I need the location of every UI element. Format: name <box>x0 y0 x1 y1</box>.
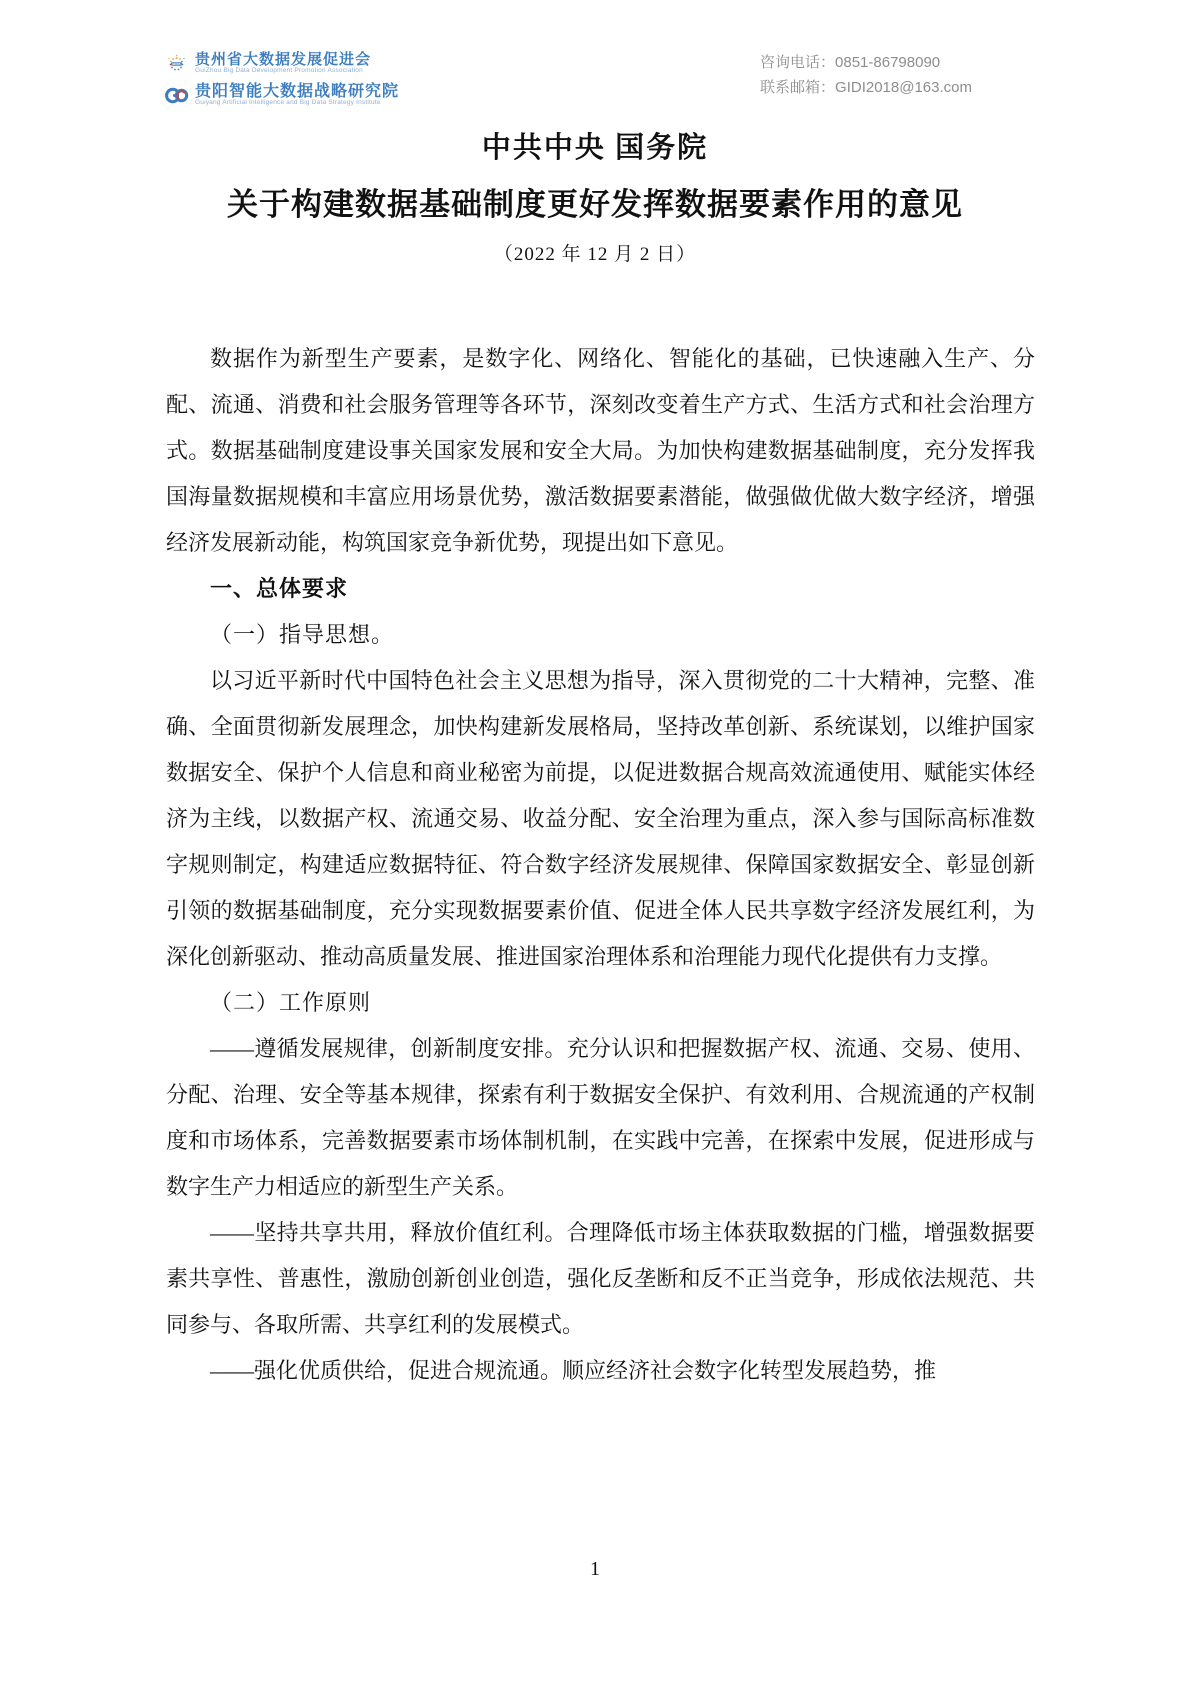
title-block <box>0 134 1190 264</box>
subsection-heading: （二）工作原则 <box>210 990 372 1015</box>
document-main-title: 关于构建数据基础制度更好发挥数据要素作用的意见 <box>227 187 963 222</box>
contact-email: 联系邮箱：GIDI2018@163.com <box>760 79 972 96</box>
institute-logo <box>163 82 399 109</box>
body-paragraph: 数据作为新型生产要素，是数字化、网络化、智能化的基础，已快速融入生产、分配、流通、消费和社会服务管理等各环节，深刻改变着生产方式、生活方式和社会治理方式。数据基础制度建设事关国家发展和安全大局。为加快构建数据基础制度，充分发挥我国海量数据规模和丰富应用场景优势，激活数据要素潜能，做强做优做大数字经济，增强经济发展新动能，构筑国家竞争新优势，现提出如下意见。 <box>166 346 1035 555</box>
header-logos <box>163 50 399 109</box>
go-interlocked-rings-icon <box>163 82 190 109</box>
section-heading: 一、总体要求 <box>210 576 349 601</box>
body-paragraph: ——强化优质供给，促进合规流通。顺应经济社会数字化转型发展趋势，推 <box>210 1358 937 1383</box>
association-logo-text <box>195 52 371 75</box>
association-subtitle: GuiZhou Big Data Development Promotion Association <box>195 66 363 74</box>
subsection-heading: （一）指导思想。 <box>210 622 395 647</box>
document-authority-title: 中共中央 国务院 <box>481 132 709 164</box>
bdpa-starburst-badge-icon <box>163 50 190 77</box>
document-body <box>166 336 1035 1394</box>
institute-name: 贵阳智能大数据战略研究院 <box>195 82 400 100</box>
body-paragraph: ——坚持共享共用，释放价值红利。合理降低市场主体获取数据的门槛，增强数据要素共享性、普惠性，激励创新创业创造，强化反垄断和反不正当竞争，形成依法规范、共同参与、各取所需、共享红利的发展模式。 <box>166 1220 1035 1337</box>
association-logo <box>163 50 399 77</box>
contact-info <box>760 50 972 100</box>
institute-logo-text <box>195 84 399 108</box>
institute-subtitle: Guiyang Artificial Intelligence and Big Data Strategy Institute <box>195 99 381 107</box>
page-number: 1 <box>590 1558 600 1580</box>
body-paragraph: 以习近平新时代中国特色社会主义思想为指导，深入贯彻党的二十大精神，完整、准确、全面贯彻新发展理念，加快构建新发展格局，坚持改革创新、系统谋划，以维护国家数据安全、保护个人信息和商业秘密为前提，以促进数据合规高效流通使用、赋能实体经济为主线，以数据产权、流通交易、收益分配、安全治理为重点，深入参与国际高标准数字规则制定，构建适应数据特征、符合数字经济发展规律、保障国家数据安全、彰显创新引领的数据基础制度，充分实现数据要素价值、促进全体人民共享数字经济发展红利，为深化创新驱动、推动高质量发展、推进国家治理体系和治理能力现代化提供有力支撑。 <box>166 668 1035 969</box>
svg-text:BDPA: BDPA <box>172 62 181 67</box>
body-paragraph: ——遵循发展规律，创新制度安排。充分认识和把握数据产权、流通、交易、使用、分配、治理、安全等基本规律，探索有利于数据安全保护、有效利用、合规流通的产权制度和市场体系，完善数据要素市场体制机制，在实践中完善，在探索中发展，促进形成与数字生产力相适应的新型生产关系。 <box>166 1036 1035 1199</box>
document-date: （2022 年 12 月 2 日） <box>493 244 697 265</box>
contact-phone: 咨询电话：0851-86798090 <box>760 54 941 71</box>
association-name: 贵州省大数据发展促进会 <box>195 51 372 69</box>
